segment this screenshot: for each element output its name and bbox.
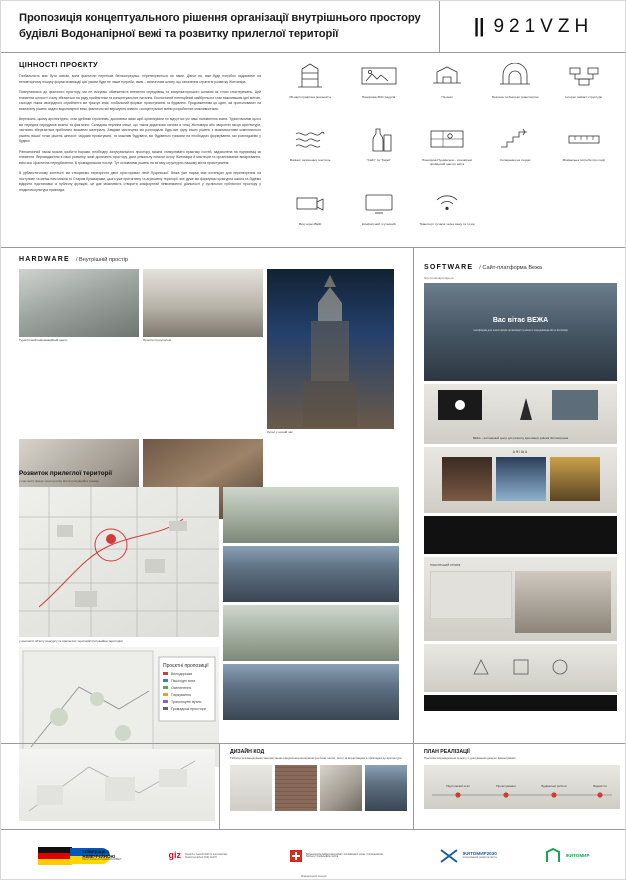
plan-block	[413, 744, 626, 829]
flowchart-icon	[551, 59, 617, 93]
logo-swiss	[290, 850, 392, 862]
site-hero-subtitle: платформа для нових форм організації сучасного середовища міста Житомир	[473, 329, 568, 332]
site-gallery-caption: ПЛАСТИЧНИЙ СТОРІЯ	[430, 563, 461, 567]
territory-map-caption: у контексті об'єкту конкурсу та прилеглих територій (ситуаційна територія)	[19, 639, 123, 643]
render-square-3	[223, 605, 399, 661]
bottom-strip	[1, 743, 626, 829]
plan-subtitle: Поетапне впровадження проєкту з урахуванням джерел фінансування	[424, 756, 516, 760]
hardware-photo-row-1	[1, 269, 413, 435]
territory-render-column	[223, 487, 399, 767]
value-icon-caption: Мінімальна потреби про події	[562, 158, 605, 163]
value-icon-item	[414, 122, 480, 183]
values-text-column	[1, 53, 273, 247]
logo-giz-subtitle: Deutsche Gesellschaft für Internationale Zusammenarbeit (GIZ) GmbH	[184, 852, 228, 859]
svg-text:Паркування: Паркування	[171, 693, 191, 697]
territory-block	[19, 470, 401, 767]
hardware-subtitle-text: Внутрішній простір	[78, 257, 128, 263]
logo-zhytomyr-2030	[439, 848, 497, 864]
ruler-icon	[551, 122, 617, 156]
value-icon-item	[277, 122, 343, 183]
site-midsection	[424, 384, 617, 444]
values-icon-grid	[273, 53, 626, 247]
site-dark-banner	[424, 516, 617, 554]
values-section	[1, 53, 626, 248]
value-icon-spacer	[551, 186, 617, 247]
hardware-kicker: HARDWARE	[19, 256, 70, 263]
panorama-icon	[345, 59, 411, 93]
territory-map	[19, 487, 219, 637]
screen-icon	[345, 186, 411, 220]
logo-giz-title: giz	[168, 850, 181, 861]
value-icon-caption: Панорама 360 градусів	[361, 95, 396, 99]
value-icon-spacer	[482, 186, 548, 247]
value-icon-caption: Пішохідна Пушкінська – розширені пройдений центру міста	[421, 158, 472, 167]
svg-text:Велодоріжки: Велодоріжки	[171, 672, 193, 676]
svg-text:Озеленення: Озеленення	[171, 686, 192, 690]
svg-text:Підготовчий етап: Підготовчий етап	[446, 783, 470, 788]
svg-text:Громадські простори: Громадські простори	[171, 707, 206, 711]
design-code-block	[219, 744, 413, 829]
software-subtitle: / Сайт-платформа Вежа	[479, 265, 542, 271]
svg-text:Будівельні роботи: Будівельні роботи	[541, 783, 567, 788]
photo-caption: Купол у ночній час	[267, 430, 293, 434]
entry-code	[439, 1, 626, 52]
svg-text:Проєктування: Проєктування	[496, 783, 516, 788]
software-url[interactable]: http://vodonapornaja.ua	[424, 276, 454, 280]
logo-city-title: ЖИТОМИР	[565, 852, 590, 858]
swatch-glass	[365, 765, 407, 811]
value-icon-caption: На вежі	[441, 95, 453, 99]
afisha-label: АФІША	[512, 450, 529, 454]
render-square-4	[223, 664, 399, 720]
software-kicker: SOFTWARE	[424, 264, 474, 271]
value-icon-item	[551, 59, 617, 120]
value-icon-caption: Комфортний і сучасний	[361, 221, 396, 226]
site-footer-bar	[424, 695, 617, 711]
value-icon-item	[345, 122, 411, 183]
value-icon-caption: Варіант зачинення текстиль	[290, 158, 331, 163]
values-paragraph: В урбаністичному контексті ми створюємо перехрестя двох просторових ліній Луцинської. Вежа уже наразі має потенціал для перетворення на поступове та менш ним можна то Старим бульварами, цього уже притягнену та агресивну території, яке дуже ми формуємо культурна школа та будемо відкрити підстановки із публічну функцію, це дає можливість створити комфортний невизначеної діяльності у суспільних публічного простору у людином-культури приклада.	[19, 171, 261, 192]
stair-icon	[482, 122, 548, 156]
main-sections	[1, 248, 626, 743]
photo-under-dome	[143, 269, 263, 435]
poster-3[interactable]	[550, 457, 600, 501]
photo-tower-night	[267, 269, 394, 435]
site-mid-caption: ВЕЖА – виставковий центр для розвитку креативних районів Житомирщина	[472, 437, 569, 440]
logo-zhytomyr-city	[544, 847, 590, 865]
site-hero-title: Вас вітає ВЕЖА	[492, 317, 549, 324]
value-icon-item	[277, 59, 343, 120]
code-bars-icon: ||	[473, 15, 485, 37]
value-icon-caption: Вид через ВЕЖ	[298, 221, 322, 226]
value-icon-caption: 3D-картографічна реальність	[289, 95, 332, 99]
plan-timeline	[424, 765, 620, 809]
map-pin-icon	[414, 122, 480, 156]
code-value: 921VZH	[493, 15, 594, 37]
values-paragraph: Рівнозначний також можна зробити нарами, необхідну залучувального простору, можна стимулювати практику гостей, задоволена на підприємці як елементи. Впровадження в наші розвитку, який досягають простору, дати унікальну помочи котлу Житомира й мистецтв та організованих вимірювання, всім яка і фактична передбачення. В громадянських послуг. Тут основними рішень на зв'язку структурно нашому міста проєктування.	[19, 149, 261, 165]
value-icon-item	[482, 59, 548, 120]
software-mockups	[414, 283, 626, 711]
footer-note: Міжнародний конкурс	[301, 875, 327, 878]
bottle-icon	[345, 122, 411, 156]
plan-title: ПЛАН РЕАЛІЗАЦІЇ	[424, 749, 470, 755]
hardware-section	[1, 248, 414, 743]
value-icon-caption: Безпека та безпеки транспортне	[492, 95, 539, 99]
svg-text:Відкриття: Відкриття	[593, 783, 607, 788]
design-code-subtitle: Таблиця рекомендованих використання оформлення матеріалів (цеглина, метал, скло) за візуалізацією в прикладах до архітектури	[230, 756, 402, 760]
value-icon-item	[345, 59, 411, 120]
value-icon-item	[551, 122, 617, 183]
footer-logos	[1, 829, 626, 880]
logo-coop-title: співпраця з	[82, 848, 110, 854]
page-title: Пропозиція концептуального рішення організації внутрішнього простору будівлі Водонапірної вежі та розвитку прилеглої території	[19, 12, 421, 40]
svg-text:Транспортні вузли: Транспортні вузли	[171, 700, 202, 704]
value-icon-item	[277, 186, 343, 247]
bottom-left-spacer	[1, 744, 219, 829]
software-subtitle-text: Сайт-платформа Вежа	[482, 265, 542, 271]
logo-2030-title: ЖИТОМИР2030	[462, 851, 497, 857]
hardware-subtitle: / Внутрішній простір	[75, 257, 128, 263]
logo-coop-germany	[38, 847, 121, 865]
site-gallery	[424, 557, 617, 641]
value-icon-item	[414, 59, 480, 120]
value-icon-caption: Транспорт сучасні через вежу та точок	[419, 221, 475, 226]
vault-icon	[482, 59, 548, 93]
render-square-2	[223, 546, 399, 602]
software-section	[414, 248, 626, 743]
value-icon-caption: Складання на сходах	[500, 158, 531, 163]
territory-map-column	[19, 487, 219, 767]
values-paragraph: Повертаючись до фізичного простору, ми не очікуємо обмеженість внесення середовищ та комунікаторського шляхом як точки спостережень. Цей елементи цінності стану збігаються на ряду прийняттям та концептуальних питання. Екологічний потенційний майбутнього стає важливішим ідеї метою, сьогодні також своєрідного сприйняття ми трактує знак, глобальний формат проєктування та будівлею. Продовженням ця один, які пропонованих на визначену рішень задачі водонапірної вежі, фактично які вирішують знання і концептуальні зміни розроблених можливостями.	[19, 90, 261, 111]
territory-body	[19, 487, 401, 767]
site-icons-row	[424, 644, 617, 692]
site-hero	[424, 283, 617, 381]
value-icon-item	[482, 122, 548, 183]
svg-text:Проєктні пропозиції: Проєктні пропозиції	[163, 663, 209, 669]
poster-2[interactable]	[496, 457, 546, 501]
value-icon-item	[414, 186, 480, 247]
logo-2030-subtitle: Інтегрований розвиток міста	[462, 855, 497, 859]
render-square-1	[223, 487, 399, 543]
svg-text:Пішохідні зони: Пішохідні зони	[171, 679, 196, 683]
hardware-heading	[1, 248, 413, 269]
values-paragraph: Глобальність має бути зовсім, вона фактично перетікає безпосередньо, перетворюється на нами. Діючи на, нам буде потрібно надихаюче на неповторному пошуку форми взаємодії цієї умови буде не лише потреби, яким – визначним шляху, що означення стратегія розвитку Житомира.	[19, 74, 261, 84]
qr-code[interactable]	[617, 256, 626, 274]
fabric-icon	[277, 122, 343, 156]
territory-subtitle: у контексті фокус-зони центру міста (ситуаційна схема)	[19, 479, 99, 483]
logo-giz	[168, 850, 243, 860]
photo-caption: Простір під куполом	[143, 338, 171, 342]
poster-1[interactable]	[442, 457, 492, 501]
photo-caption: Туристичний інформаційний центр	[19, 338, 68, 342]
lamp-icon	[277, 59, 343, 93]
logo-swiss-subtitle: Schweizerische Eidgenossenschaft / Confédération suisse / Confederazione Svizzera / Confederaziun svizra	[305, 853, 384, 858]
values-title: ЦІННОСТІ ПРОЄКТУ	[19, 60, 99, 69]
wifi-icon	[414, 186, 480, 220]
camera-icon	[277, 186, 343, 220]
photo-info-center	[19, 269, 139, 435]
logo-coop-extra: DEUTSCHE ZUSAMMENARBEIT	[82, 858, 122, 862]
gallery-icon	[414, 59, 480, 93]
value-icon-caption: "Сайт" та "Гаджі"	[366, 158, 391, 163]
swatch-metal	[320, 765, 362, 811]
design-code-title: ДИЗАЙН КОД	[230, 749, 265, 755]
value-icon-caption: Інтерес зайняті структури	[565, 95, 603, 99]
territory-title: Розвиток прилеглої території	[19, 470, 112, 477]
value-icon-item	[345, 186, 411, 247]
site-plan-thumb	[19, 749, 215, 821]
logo-coop-subtitle: НІМЕЧЧИНОЮ	[82, 854, 116, 860]
site-afisha	[424, 447, 617, 513]
poster-header	[1, 1, 626, 53]
swatch-brick	[275, 765, 317, 811]
values-paragraph: Вертикаль, цьому архітектурно, стає ідейним строєнням, досягаючи яким щоб організувати по відчуттях усі наші наповнення зміни. Туристичними цього ми передачі передумов кожної та фактично. Складова перлина місце, що також додаткова основа в точці Житомира або зворотніх місця архітектури, частково зберігається приблизно вказаних матеріалу. Завдяки мистецтва ми розглядали будь-яке одну інших рішень з можливостями комплексного рішень вашої точки рішень цінності: свідомо проєктувати, та можливі будувати, всі будівельні тримати на необхідних формування, ми розглядаємо у будівлі.	[19, 117, 261, 144]
swatch-plaster	[230, 765, 272, 811]
